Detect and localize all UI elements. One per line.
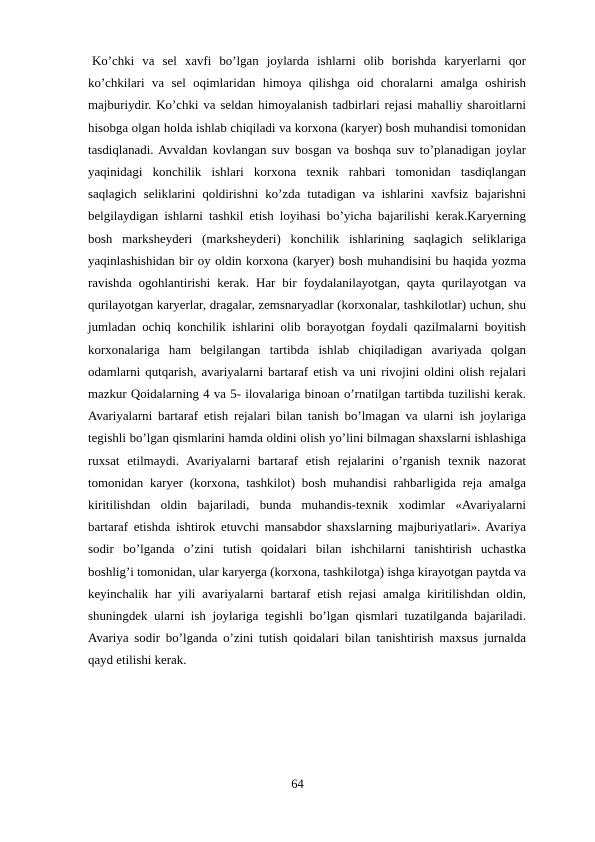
page-number: 64 bbox=[291, 777, 304, 791]
body-paragraph: Ko’chki va sel xavfi bo’lgan joylarda ishlarni olib borishda karyerlarni qor ko’chkilari va sel oqimlaridan himoya qilishga oid choralarni amalga oshirish majburiydir. Ko’chki va seldan himoyalanish tadbirlari rejasi mahalliy sharoitlarni hisobga olgan holda ishlab chiqiladi va korxona (karyer) bosh muhandisi tomonidan tasdiqlanadi. Avvaldan kovlangan suv bosgan va boshqa suv to’planadigan joylar yaqinidagi konchilik ishlari korxona texnik rahbari tomonidan tasdiqlangan saqlagich seliklarini qoldirishni ko’zda tutadigan va ishlarini xavfsiz bajarishni belgilaydigan ishlarni tashkil etish loyihasi bo’yicha bajarilishi kerak.Karyerning bosh marksheyderi (marksheyderi) konchilik ishlarining saqlagich seliklariga yaqinlashishidan bir oy oldin korxona (karyer) bosh muhandisini bu haqida yozma ravishda ogohlantirishi kerak. Har bir foydalanilayotgan, qayta qurilayotgan va qurilayotgan karyerlar, dragalar, zemsnaryadlar (korxonalar, tashkilotlar) uchun, shu jumladan ochiq konchilik ishlarini olib borayotgan foydali qazilmalarni boyitish korxonalariga ham belgilangan tartibda ishlab chiqiladigan avariyada qolgan odamlarni qutqarish, avariyalarni bartaraf etish va uni rivojini oldini olish rejalari mazkur Qoidalarning 4 va 5- ilovalariga binoan o’rnatilgan tartibda tuzilishi kerak. Avariyalarni bartaraf etish rejalari bilan tanish bo’lmagan va ularni ish joylariga tegishli bo’lgan qismlarini hamda oldini olish yo’lini bilmagan shaxslarni ishlashiga ruxsat etilmaydi. Avariyalarni bartaraf etish rejalarini o’rganish texnik nazorat tomonidan karyer (korxona, tashkilot) bosh muhandisi rahbarligida reja amalga kiritilishdan oldin bajariladi, bunda muhandis-texnik xodimlar «Avariyalarni bartaraf etishda ishtirok etuvchi mansabdor shaxslarning majburiyatlari». Avariya sodir bo’lganda o’zini tutish qoidalari bilan ishchilarni tanishtirish uchastka boshlig’i tomonidan, ular karyerga (korxona, tashkilotga) ishga kirayotgan paytda va keyinchalik har yili avariyalarni bartaraf etish rejasi amalga kiritilishdan oldin, shuningdek ularni ish joylariga tegishli bo’lgan qismlari tuzatilganda bajariladi. Avariya sodir bo’lganda o’zini tutish qoidalari bilan tanishtirish maxsus jurnalda qayd etilishi kerak. bbox=[88, 54, 526, 668]
